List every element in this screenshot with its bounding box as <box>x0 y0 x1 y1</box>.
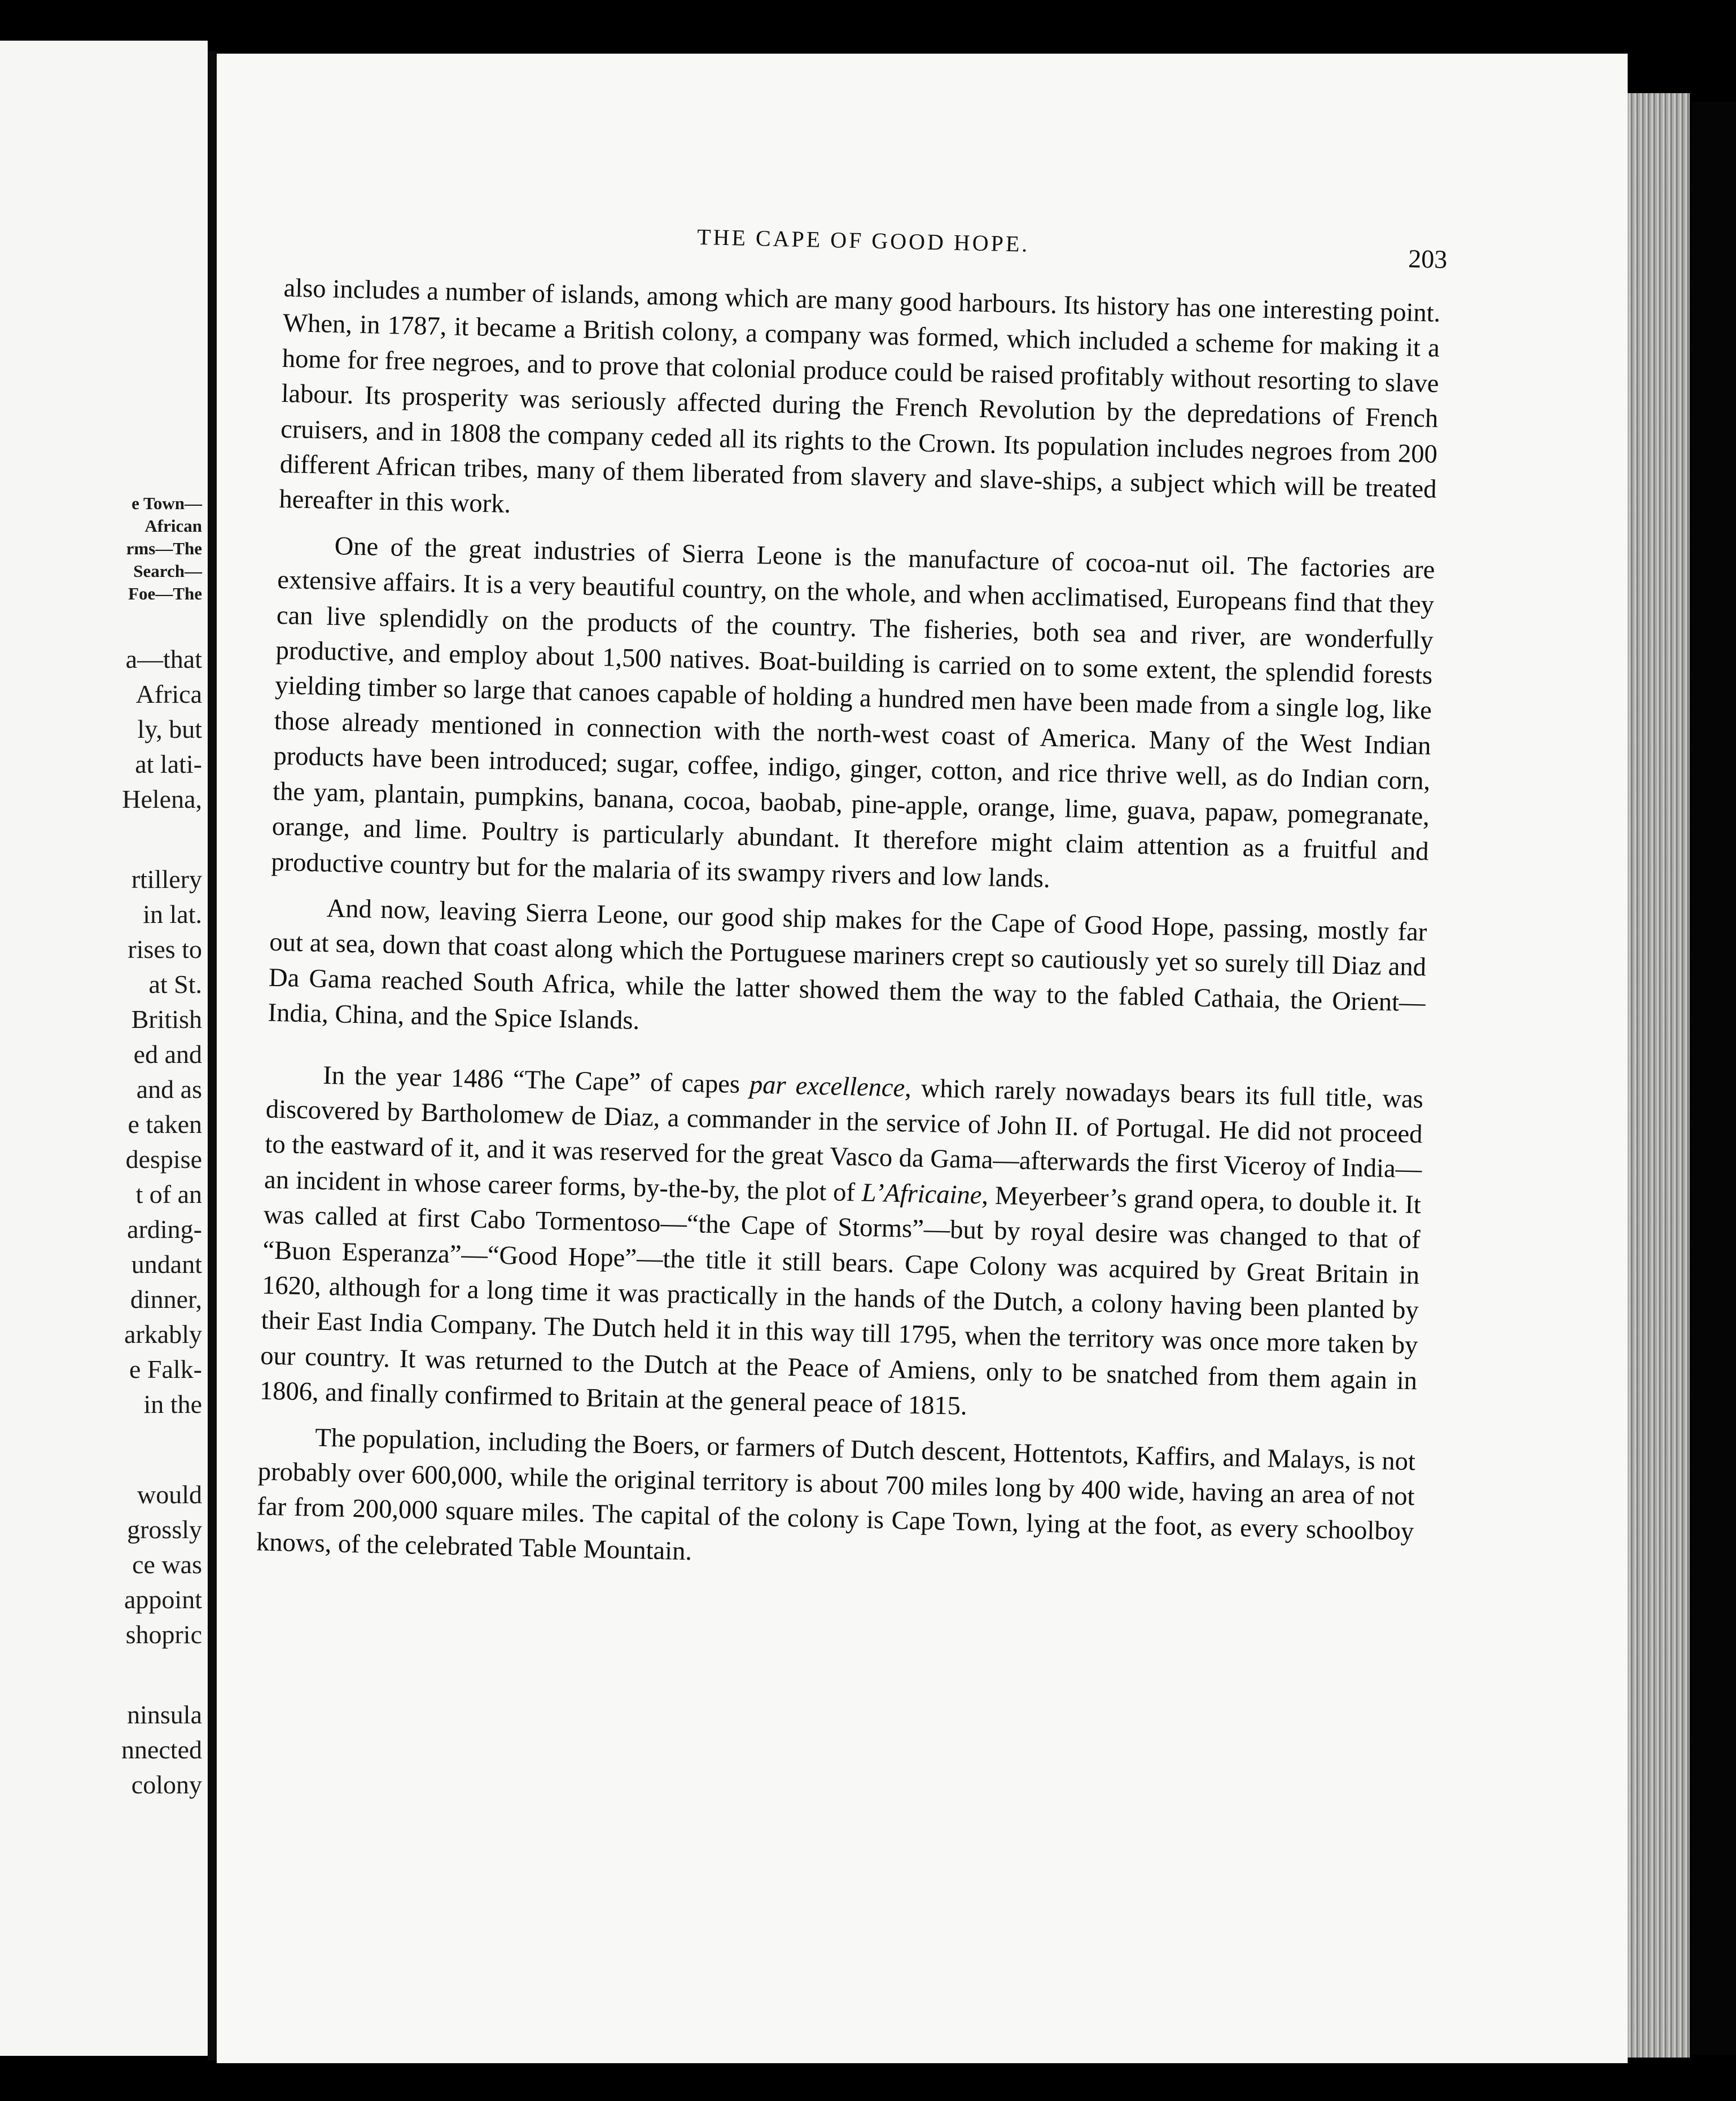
line-fragment: t of an <box>135 1180 202 1209</box>
line-fragment: e taken <box>128 1110 202 1139</box>
running-title: THE CAPE OF GOOD HOPE. <box>696 224 1030 257</box>
paragraph-voyage-to-cape: And now, leaving Sierra Leone, our good ship makes for the Cape of Good Hope, passing, mostly far out at sea, down that coast along which the Portuguese mariners crept so cautiously yet so surely till Diaz and Da Gama reached South Africa, while the latter showed them the way to the fabled Cathaia, the Orient—India, China, and the Spice Islands. <box>268 894 1427 1036</box>
italic-phrase: par excellence <box>749 1070 905 1102</box>
line-fragment: colony <box>131 1770 202 1799</box>
line-fragment: e Falk- <box>129 1355 202 1384</box>
page-edge-shadow <box>1690 102 1736 2055</box>
line-fragment: undant <box>131 1250 202 1279</box>
line-fragment: a—that <box>125 645 202 673</box>
line-fragment: ce was <box>132 1550 202 1579</box>
sidenote-fragment: Foe—The <box>128 584 202 603</box>
sidenote-fragment: African <box>144 516 202 536</box>
facing-page-fragment <box>0 41 208 2056</box>
line-fragment: Africa <box>135 680 202 708</box>
line-fragment: in the <box>143 1390 202 1419</box>
paragraph-cape-population: The population, including the Boers, or farmers of Dutch descent, Hottentots, Kaffirs, and Malays, is not probably over 600,000, while the original territory is about 700 miles long by 400 wide, having an area of not far from 200,000 square miles. The capital of the colony is Cape Town, lying at the foot, as every schoolboy knows, of the celebrated Table Mountain. <box>256 1423 1416 1566</box>
line-fragment: grossly <box>127 1515 202 1544</box>
sidenote-fragment: e Town— <box>131 493 202 513</box>
line-fragment: nnected <box>121 1735 202 1764</box>
paragraph-sierra-leone-industries: One of the great industries of Sierra Leone is the manufacture of cocoa-nut oil. The factories are extensive affairs. It is a very beautiful country, on the whole, and when acclimatised, Europeans find that they can live splendidly on the products of the country. The fisheries, both sea and river, are wonderfully productive, and employ about 1,500 natives. Boat-building is carried on to some extent, the splendid forests yielding timber so large that canoes capable of holding a hundred men have been made from a single log, like those already mentioned in connection with the north-west coast of America. Many of the West Indian products have been introduced; sugar, coffee, indigo, ginger, cotton, and rice thrive well, as do Indian corn, the yam, plantain, pumpkins, banana, cocoa, baobab, pine-apple, orange, lime, guava, papaw, pomegranate, orange, and lime. Poultry is particularly abundant. It therefore might claim attention as a fruitful and productive country but for the malaria of its swampy rivers and low lands. <box>270 531 1435 894</box>
line-fragment: and as <box>136 1075 202 1104</box>
paragraph-text: , which rarely nowadays bears its full title, was discovered by Bartholomew de Diaz, a commander in the service of John II. of Portugal. He did not proceed to the eastward of it, and it was reserved for the great Vasco da Gama—afterwards the first Viceroy of India—an incident in whose career forms, by-the-by, the plot of <box>264 1073 1424 1207</box>
opera-title: L’Africaine <box>861 1178 982 1210</box>
line-fragment: ed and <box>133 1040 202 1069</box>
line-fragment: ly, but <box>137 715 202 743</box>
line-fragment: at lati- <box>135 750 202 778</box>
line-fragment: despise <box>125 1145 202 1174</box>
line-fragment: rises to <box>128 935 202 964</box>
line-fragment: Helena, <box>122 785 202 813</box>
line-fragment: at St. <box>148 970 202 999</box>
line-fragment: in lat. <box>143 900 202 929</box>
line-fragment: rtillery <box>131 865 202 894</box>
paragraph-text: , Meyerbeer’s grand opera, to double it. It was called at first Cabo Tormentoso—“the Cape of Storms”—but by royal desire was changed to that of “Buon Esperanza”—“Good Hope”—the title it still bears. Cape Colony was acquired by Great Britain in 1620, although for a long time it was practically in the hands of the Dutch, a colony having been planted by their East India Company. The Dutch held it in this way till 1795, when the territory was once more taken by our country. It was returned to the Dutch at the Peace of Amiens, only to be snatched from them again in 1806, and finally confirmed to Britain at the general peace of 1815. <box>259 1181 1422 1421</box>
paragraph-cape-discovery <box>259 1057 1423 1434</box>
page-edges <box>1628 93 1690 2058</box>
line-fragment: arkably <box>124 1320 202 1349</box>
book-spine <box>208 51 217 2060</box>
page-number: 203 <box>1408 244 1448 274</box>
line-fragment: shopric <box>125 1620 202 1649</box>
line-fragment: would <box>137 1480 202 1509</box>
paragraph-sierra-leone-history: also includes a number of islands, among which are many good harbours. Its history has one interesting point. When, in 1787, it became a British colony, a company was formed, which included a scheme for making it a home for free negroes, and to prove that colonial produce could be raised profitably without resorting to slave labour. Its prosperity was seriously affected during the French Revolution by the depredations of French cruisers, and in 1808 the company ceded all its rights to the Crown. Its population includes negroes from 200 different African tribes, many of them liberated from slavery and slave-ships, a subject which will be treated hereafter in this work. <box>278 273 1441 519</box>
sidenote-fragment: Search— <box>133 561 202 581</box>
paragraph-text: In the year 1486 “The Cape” of capes <box>322 1061 750 1099</box>
sidenote-fragment: rms—The <box>126 539 202 558</box>
line-fragment: dinner, <box>130 1285 202 1314</box>
line-fragment: arding- <box>127 1215 202 1244</box>
line-fragment: British <box>131 1005 202 1034</box>
line-fragment: appoint <box>124 1585 202 1614</box>
page-text-block <box>256 203 1448 1595</box>
line-fragment: ninsula <box>127 1700 202 1729</box>
